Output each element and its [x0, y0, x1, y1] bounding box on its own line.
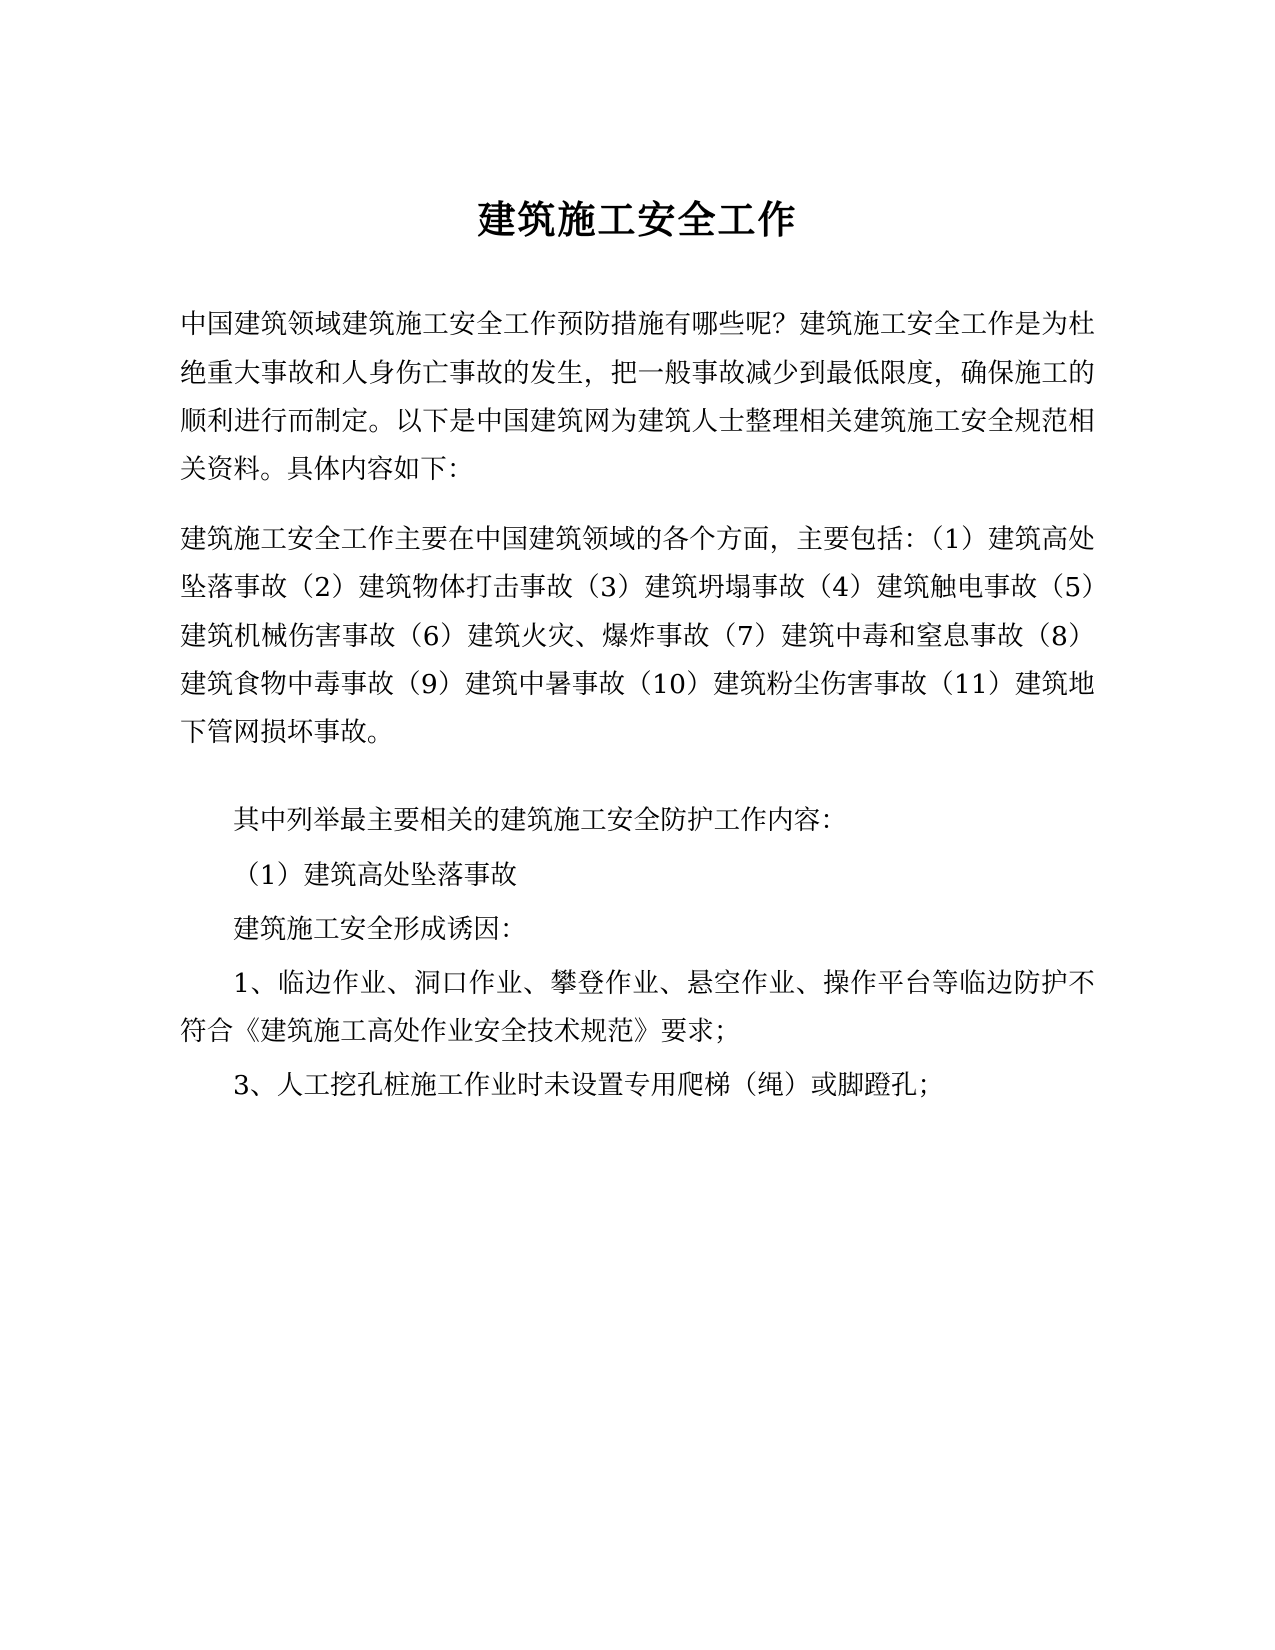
paragraph-cause-heading: 建筑施工安全形成诱因：	[233, 913, 527, 945]
paragraph-intro: 中国建筑领域建筑施工安全工作预防措施有哪些呢？建筑施工安全工作是为杜绝重大事故和人身伤亡事故的发生，把一般事故减少到最低限度，确保施工的顺利进行而制定。以下是中国建筑网为建筑人士整理相关建筑施工安全规范相关资料。具体内容如下：	[180, 309, 1095, 486]
page-title: 建筑施工安全工作	[477, 198, 798, 242]
paragraph-item-1-heading: （1）建筑高处坠落事故	[233, 859, 518, 891]
paragraph-cause-3: 3、人工挖孔桩施工作业时未设置专用爬梯（绳）或脚蹬孔；	[233, 1070, 945, 1102]
paragraph-listing-lead: 其中列举最主要相关的建筑施工安全防护工作内容：	[233, 805, 848, 837]
paragraph-scope: 建筑施工安全工作主要在中国建筑领域的各个方面，主要包括：（1）建筑高处坠落事故（2）建筑物体打击事故（3）建筑坍塌事故（4）建筑触电事故（5）建筑机械伤害事故（6）建筑火灾、爆炸事故（7）建筑中毒和窒息事故（8）建筑食物中毒事故（9）建筑中暑事故（10）建筑粉尘伤害事故（11）建筑地下管网损坏事故。	[180, 524, 1095, 749]
paragraph-cause-1: 1、临边作业、洞口作业、攀登作业、悬空作业、操作平台等临边防护不符合《建筑施工高处作业安全技术规范》要求；	[180, 968, 1095, 1048]
section-spacer	[180, 779, 1095, 797]
document-body	[180, 301, 1095, 1110]
